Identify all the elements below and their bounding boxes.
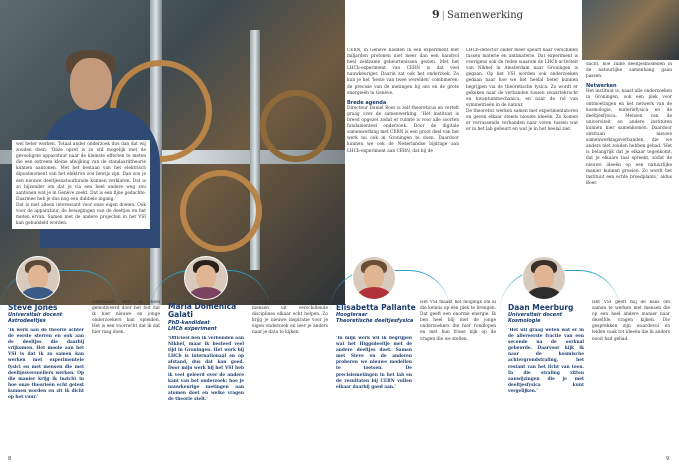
person-name: Steve Jones xyxy=(8,303,58,312)
person-role xyxy=(168,320,217,332)
quote-text: 'In mijn werk wil ik begrijpen wat het Higgsdeeltje met de andere deeltjes doet. Samen met Steve en de anderen proberen we nieuwe modellen te toetsen. De precisiemetingen in het lab en de resultaten bij CERN vullen elkaar daarbij goed aan.' xyxy=(336,336,412,390)
quote-text: 'Ik werk aan de theorie achter de eerste sterren en ook aan de deeltjes die daarbij vrijkomen. Het mooie aan het VSI is dat ik zo samen kan werken met experimentele fysici en met mensen die met deeltjesversnellers werken. Op die manier krijg ik inzicht in hoe onze theorieën echt getest kunnen worden en zit ik dicht op het vuur.' xyxy=(8,328,84,401)
right-page-number: 9 xyxy=(666,456,670,462)
person-quote-continued xyxy=(420,300,496,452)
person-quote-continued xyxy=(592,300,670,452)
person-quote-continued xyxy=(252,300,328,452)
person-name: Daan Meerburg xyxy=(508,303,574,312)
person-role-line: Universitair docent xyxy=(508,312,563,318)
subheading: Brede agenda xyxy=(347,99,387,106)
lab-photo-detail xyxy=(582,0,679,60)
article-paragraph: Het instituut is, naast alle onderzoeken in Groningen, ook een plek voor ontmoetingen en het netwerk van de kosmologie, materiefysica en de deeltjesfysica. Mensen van de universiteit en andere instituten kunnen hier samenkomen. Daardoor ontstaan nieuwe samenwerkingsverbanden, die we anders niet zouden hebben gehad. 'Het is belangrijk dat je elkaar tegenkomt, dat je elkaars taal spreekt, zodat de nieuwe ideeën op een natuurlijke manier kunnen groeien. Zo wordt het instituut een echte broedplaats,' aldus Boer. xyxy=(586,89,672,186)
quote-text: Voor mij is het mooi om te zien dat mensen uit verschillende disciplines elkaar echt helpen. Zo krijg je nieuwe inspiratie voor je eigen onderzoek en leer je anders naar je data te kijken. xyxy=(252,300,328,336)
left-page-number: 8 xyxy=(8,456,12,462)
person-role-line: PhD-kandidaat xyxy=(168,320,210,326)
avatar xyxy=(352,256,396,300)
quote-text: Het VSI maakt het mogelijk om al die kennis op één plek te brengen. Dat geeft een enorme energie. Ik ben heel blij met de jonge onderzoekers die hier rondlopen en met hun frisse kijk op de vragen die we stellen. xyxy=(420,300,496,342)
article-paragraph: wel beter werken. Totaal ander onderzoek dus dan dat wij zouden doen. 'Onze opzet is zo stil mogelijk met de gevoeligste apparatuur naar de kleinste effecten te meten die een extreem kleine afwijking van de standaardtheorie kunnen aantonen. Met het bestaan van het elektrisch dipoolmoment van het elektron zou bewijs zijn. Dan zou je een nieuwe deeltjesnatuurkunde kunnen verklaren. Dat is zo bijzonder om dat je via een heel andere weg zou aantonen wat je in Genève zoekt. Dat is een fijne gedachte. Daarmee heb je dus nog een dubbele ingang.' xyxy=(16,142,146,202)
article-column-4 xyxy=(586,62,672,258)
section-title: Samenwerking xyxy=(447,10,524,21)
person-role xyxy=(8,312,62,324)
person-name: Maria Domenica Galati xyxy=(168,302,237,319)
person-role-line: Kosmologie xyxy=(508,318,541,324)
avatar xyxy=(522,256,566,300)
person-quote xyxy=(168,336,244,452)
article-paragraph: LHCb-detector onder meer speurt naar verschillen tussen materie en antimaterie. Dat experiment is overigens ook de reden waarom de LHCb-activiteit van Nikhef in Amsterdam naar Groningen is gegaan. Op het VSI worden ook onderzoeken gedaan naar hoe we het heelal beter kunnen begrijpen via de theoretische fysica. Zo wordt er gekeken naar de verbanden tussen zwaartekracht en kwantummechanica, en naar de rol van symmetrieën in de natuur. xyxy=(466,48,578,108)
article-column-3 xyxy=(466,48,578,258)
person-quote xyxy=(508,328,584,452)
article-column-1 xyxy=(12,140,150,229)
person-role xyxy=(336,312,413,324)
quote-text: 'Officieel ben ik verbonden aan Nikhef, maar ik besteed veel tijd in Groningen. Het werk bij LHCb is internationaal en op afstand, dus dat kan goed. Door mijn werk bij het VSI heb ik veel geleerd over de andere kant van het onderzoek: hoe je nauwkeurige metingen aan atomen doet en welke vragen de theorie stelt.' xyxy=(168,336,244,402)
article-paragraph: Dat is niet alleen interessant voor onze eigen doelen. Ook voor de apparatuur, de bewegingen van de deeltjes en het meten ervan. Samen met de andere projecten in het VSI kan gebundeld worden. xyxy=(16,202,146,227)
page-number: 9 xyxy=(432,8,440,21)
person-role xyxy=(508,312,562,324)
quote-text: Het VSI geeft mij de kans om samen te werken met mensen die op een heel andere manier naar dezelfde vragen kijken. Die gesprekken zijn waardevol en leiden vaak tot ideeën die ik anders nooit had gehad. xyxy=(592,300,670,342)
subheading: Netwerken xyxy=(586,83,617,90)
article-paragraph: Directeur Daniel Boer is zelf theoreticus en vertelt graag over de samenwerking. 'Het instituut is breed opgezet zodat er ruimte is voor alle soorten fundamenteel onderzoek. Door de digitale samenwerking met CERN is een groot deel van het werk nu ook in Groningen te doen. Daardoor kunnen we ook de Nederlandse bijdrage aan LHCb-experiment aan CERN, dat bij de xyxy=(347,105,459,154)
article-paragraph: dacht, hoe zulke deeltjesmodellen in de natuurlijke samenhang gaan passen. xyxy=(586,62,672,80)
person-quote xyxy=(336,336,412,452)
person-role-line: Theoretische deeltjesfysica xyxy=(336,318,414,324)
person-quote xyxy=(8,328,84,452)
quote-text: Daarnaast ben ik heel gemotiveerd door het feit dat ik hier nieuwe en jonge onderzoekers kan opleiden. Het is een voorrecht dat ik dat hier mag doen. xyxy=(92,300,160,336)
quote-text: 'Het wil graag weten wat er in de allereerste fractie van een seconde na de oerknal gebeurde. Daarvoor kijk ik naar de kosmische achtergrondstraling, het restant van het licht van toen. In die straling zitten aanwijzingen die je met deeltjesfysica kunt vergelijken.' xyxy=(508,328,584,394)
person-role-line: Hoogleraar xyxy=(336,312,368,318)
page-header: 9 | Samenwerking xyxy=(432,8,524,21)
person-role-line: Universitair docent xyxy=(8,312,63,318)
article-paragraph: De theoretici werken samen met experimentatoren en geven elkaar steeds nieuwe ideeën. Zo komen er verrassende verbanden naar voren tussen wat er in het lab gebeurt en wat je in het heelal ziet. xyxy=(466,108,578,133)
avatar xyxy=(184,256,228,300)
article-paragraph: CERN, in Genève hadden in een experiment met miljarden protonen niet meer dan een handvol heel zeldzame gebeurtenissen gezien. Met het LHCb-experiment van CERN is dat veel nauwkeuriger. Daarin zat ook het onderzoek. Zo kun je het 'beste van twee werelden' combineren: de precisie van de metingen bij ons en de grote energieën in Genève. xyxy=(347,48,459,96)
person-quote-continued xyxy=(92,300,160,452)
avatar xyxy=(16,256,60,300)
person-name: Elisabetta Pallante xyxy=(336,303,416,312)
person-role-line: LHCb experiment xyxy=(168,326,217,332)
person-role-line: Astrodeeltjes xyxy=(8,318,46,324)
article-column-2 xyxy=(347,48,459,258)
